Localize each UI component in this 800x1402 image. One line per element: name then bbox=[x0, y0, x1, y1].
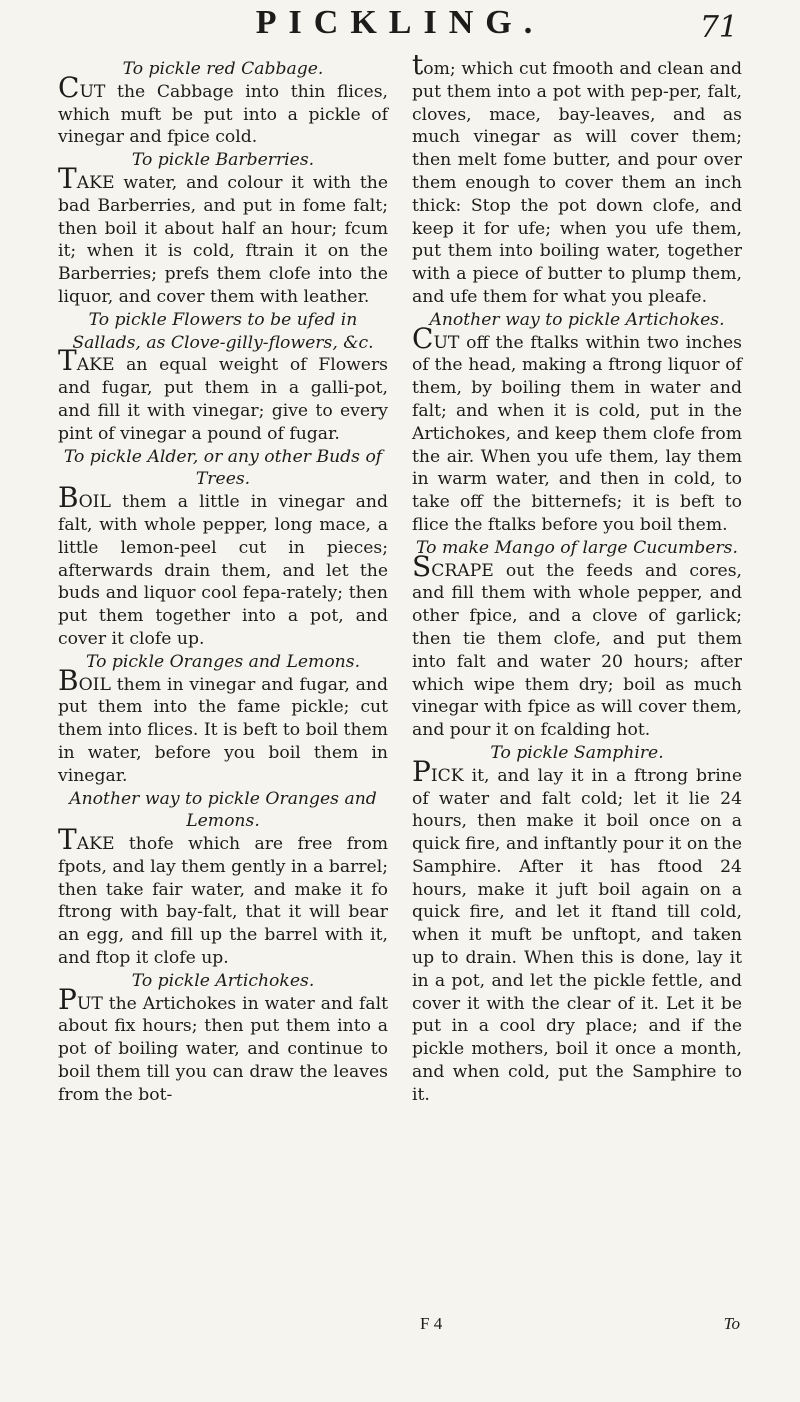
recipe-body: TAKE water, and colour it with the bad Barberries, and put in fome falt; then boil it about half an hour; fcum it; when it is cold, ftrain it on the Barberries; prefs them clofe into the liquor, and cover them with leather. bbox=[58, 161, 388, 307]
recipe-title: Another way to pickle Oranges and Lemons. bbox=[69, 788, 377, 832]
recipe-body: SCRAPE out the feeds and cores, and fill them with whole pepper, and other fpice, and a clove of garlick; then tie them clofe, and put them into falt and water 20 hours; after which wipe them dry; boil as much vinegar with fpice as will cover them, and pour it on fcalding hot. bbox=[412, 549, 742, 741]
recipe-body: PUT the Artichokes in water and falt about fix hours; then put them into a pot of boiling water, and continue to boil them till you can draw the leaves from the bot- bbox=[58, 982, 388, 1105]
recipe bbox=[412, 309, 742, 537]
recipe bbox=[58, 58, 388, 149]
recipe-title: To pickle Barberries. bbox=[131, 150, 315, 171]
recipe-title: To pickle Samphire. bbox=[490, 742, 664, 763]
recipe-body: CUT the Cabbage into thin flices, which muft be put into a pickle of vinegar and fpice cold. bbox=[58, 70, 388, 148]
recipe-title: To pickle Flowers to be ufed in Sallads, as Clove-gilly-flowers, &c. bbox=[72, 309, 374, 353]
recipe-body: BOIL them a little in vinegar and falt, with whole pepper, long mace, a little lemon-peel cut in pieces; afterwards drain them, and let the buds and liquor cool fepa-rately; then put them together into a pot, and cover it clofe up. bbox=[58, 481, 388, 649]
recipe-continuation bbox=[412, 48, 742, 309]
running-head: PICKLING. bbox=[255, 4, 545, 41]
recipe-body: CUT off the ftalks within two inches of the head, making a ftrong liquor of them, by boiling them in water and falt; and when it is cold, put in the Artichokes, and keep them clofe from the air. When you ufe them, lay them in warm water, and then in cold, to take off the bitternefs; it is beft to flice the ftalks before you boil them. bbox=[412, 321, 742, 535]
recipe-title: To pickle Alder, or any other Buds of Trees. bbox=[63, 446, 383, 490]
recipe bbox=[58, 149, 388, 309]
recipe-title: To make Mango of large Cucumbers. bbox=[416, 537, 738, 558]
recipe-title: To pickle Oranges and Lemons. bbox=[85, 651, 361, 672]
recipe-body: TAKE an equal weight of Flowers and fugar, put them in a galli-pot, and fill it with vinegar; give to every pint of vinegar a pound of fugar. bbox=[58, 344, 388, 444]
recipe-body: BOIL them in vinegar and fugar, and put them into the fame pickle; cut them into flices. It is beft to boil them in water, before you boil them in vinegar. bbox=[58, 663, 388, 786]
catchword: To bbox=[723, 1314, 740, 1333]
right-column bbox=[412, 48, 742, 1107]
left-column bbox=[58, 58, 388, 1107]
recipe-title: To pickle red Cabbage. bbox=[122, 59, 324, 79]
page-header bbox=[0, 4, 800, 52]
recipe bbox=[58, 651, 388, 788]
page-number: 71 bbox=[699, 10, 738, 45]
recipe-body: tom; which cut fmooth and clean and put them into a pot with pep-per, falt, cloves, mace, bay-leaves, and as much vinegar as will cover them; then melt fome butter, and pour over them enough to cover them an inch thick: Stop the pot down clofe, and keep it for ufe; when you ufe them, put them into boiling water, together with a piece of butter to plump them, and ufe them for what you pleafe. bbox=[412, 48, 742, 307]
recipe-title: To pickle Artichokes. bbox=[131, 970, 315, 991]
recipe bbox=[58, 970, 388, 1107]
recipe-title: Another way to pickle Artichokes. bbox=[429, 309, 725, 330]
signature-mark: F 4 bbox=[420, 1314, 443, 1333]
page-footer bbox=[412, 1314, 742, 1344]
recipe bbox=[58, 788, 388, 970]
recipe bbox=[412, 537, 742, 742]
recipe bbox=[412, 742, 742, 1107]
recipe bbox=[58, 309, 388, 446]
recipe bbox=[58, 446, 388, 651]
recipe-body: PICK it, and lay it in a ftrong brine of water and falt cold; let it lie 24 hours, then make it boil once on a quick fire, and inftantly pour it on the Samphire. After it has ftood 24 hours, make it juft boil again on a quick fire, and let it ftand till cold, when it muft be unftopt, and taken up to drain. When this is done, lay it in a pot, and let the pickle fettle, and cover it with the clear of it. Let it be put in a cool dry place; and if the pickle mothers, boil it once a month, and when cold, put the Samphire to it. bbox=[412, 754, 742, 1105]
recipe-body: TAKE thofe which are free from fpots, and lay them gently in a barrel; then take fair water, and make it fo ftrong with bay-falt, that it will bear an egg, and fill up the barrel with it, and ftop it clofe up. bbox=[58, 823, 388, 969]
